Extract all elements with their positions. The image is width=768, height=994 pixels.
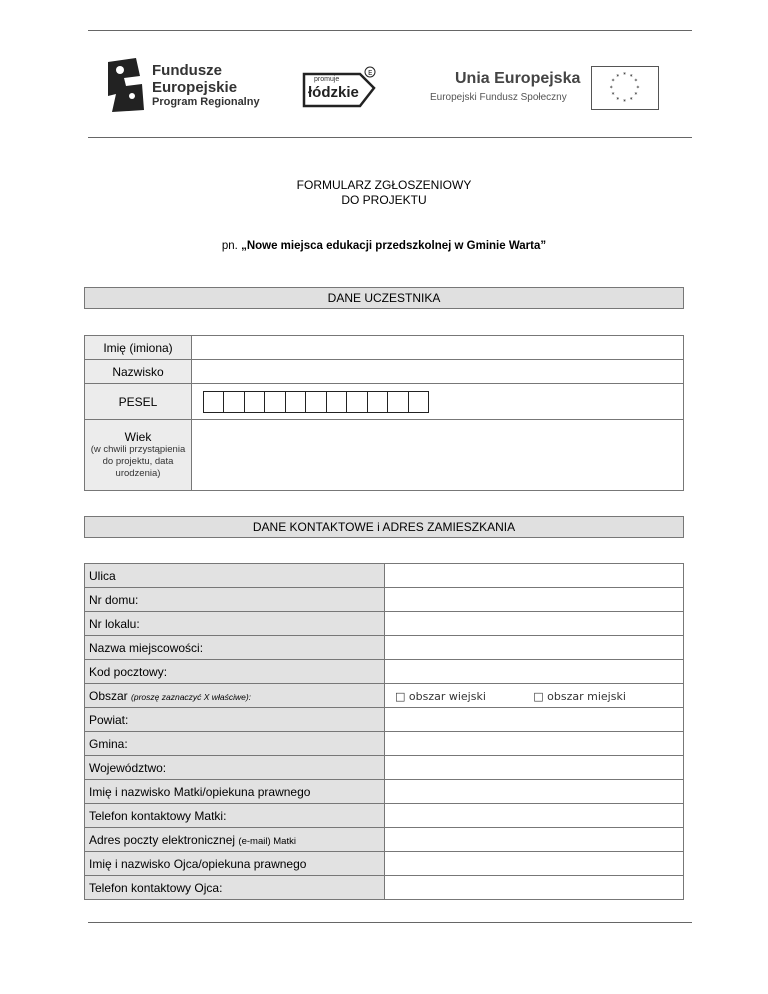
form-title-line2: DO PROJEKTU <box>341 193 427 207</box>
section-dane-uczestnika: DANE UCZESTNIKA <box>84 287 684 309</box>
fe-logo-line2: Europejskie <box>152 79 238 96</box>
svg-text:*: * <box>616 97 620 104</box>
project-prefix: pn. <box>221 240 242 252</box>
label-nr-lokalu: Nr lokalu: <box>85 612 385 636</box>
fe-logo-subtitle: Program Regionalny <box>152 96 260 108</box>
label-email-matki-note: (e-mail) Matki <box>238 835 296 847</box>
label-imie: Imię (imiona) <box>85 336 192 360</box>
participant-table <box>84 335 684 491</box>
section-dane-kontaktowe: DANE KONTAKTOWE i ADRES ZAMIESZKANIA <box>84 516 684 538</box>
input-ulica[interactable] <box>385 564 684 588</box>
input-wojewodztwo[interactable] <box>385 756 684 780</box>
svg-text:*: * <box>611 79 615 86</box>
label-gmina: Gmina: <box>85 732 385 756</box>
input-ojciec[interactable] <box>385 852 684 876</box>
label-ulica: Ulica <box>85 564 385 588</box>
input-email-matki[interactable] <box>385 828 684 852</box>
pesel-boxes[interactable] <box>203 391 429 413</box>
label-nazwisko: Nazwisko <box>85 360 192 384</box>
project-title: „Nowe miejsca edukacji przedszkolnej w Gminie Warta” <box>241 240 547 252</box>
label-ojciec: Imię i nazwisko Ojca/opiekuna prawnego <box>85 852 385 876</box>
label-pesel: PESEL <box>85 384 192 420</box>
checkbox-obszar-miejski[interactable]: □ obszar miejski <box>533 689 626 703</box>
svg-text:*: * <box>609 85 613 92</box>
svg-text:*: * <box>636 85 640 92</box>
svg-text:*: * <box>634 79 638 86</box>
label-obszar <box>85 684 385 708</box>
input-tel-matki[interactable] <box>385 804 684 828</box>
input-nr-lokalu[interactable] <box>385 612 684 636</box>
input-nazwisko[interactable] <box>192 360 684 384</box>
input-obszar <box>385 684 684 708</box>
label-wojewodztwo: Województwo: <box>85 756 385 780</box>
header-rule <box>88 137 692 138</box>
eu-flag-icon <box>591 66 659 110</box>
input-kod[interactable] <box>385 660 684 684</box>
project-name <box>0 240 768 252</box>
fe-logo-line1: Fundusze <box>152 62 222 79</box>
lodzkie-logo-text: łódzkie <box>308 84 359 101</box>
label-obszar-note: (proszę zaznaczyć X właściwe): <box>131 691 252 702</box>
label-email-matki <box>85 828 385 852</box>
fe-logo-text <box>152 62 237 96</box>
form-title-line1: FORMULARZ ZGŁOSZENIOWY <box>296 178 472 192</box>
input-matka[interactable] <box>385 780 684 804</box>
fundusze-europejskie-logo-icon <box>106 56 146 114</box>
svg-text:*: * <box>634 92 638 99</box>
svg-text:E: E <box>368 69 373 77</box>
input-imie[interactable] <box>192 336 684 360</box>
label-nr-domu: Nr domu: <box>85 588 385 612</box>
input-gmina[interactable] <box>385 732 684 756</box>
label-kod: Kod pocztowy: <box>85 660 385 684</box>
checkbox-obszar-wiejski[interactable]: □ obszar wiejski <box>395 689 486 703</box>
input-powiat[interactable] <box>385 708 684 732</box>
eu-logo-title: Unia Europejska <box>455 70 581 87</box>
lodzkie-logo-small: promuje <box>314 76 340 83</box>
input-pesel[interactable] <box>192 384 684 420</box>
contact-table <box>84 563 684 900</box>
svg-text:*: * <box>616 74 620 81</box>
label-wiek <box>85 420 192 491</box>
label-miejscowosc: Nazwa miejscowości: <box>85 636 385 660</box>
label-wiek-note: (w chwili przystąpienia do projektu, data urodzenia) <box>90 444 186 479</box>
svg-text:*: * <box>623 72 626 79</box>
input-miejscowosc[interactable] <box>385 636 684 660</box>
label-tel-matki: Telefon kontaktowy Matki: <box>85 804 385 828</box>
svg-text:*: * <box>629 74 633 81</box>
svg-text:*: * <box>623 99 626 106</box>
label-matka: Imię i nazwisko Matki/opiekuna prawnego <box>85 780 385 804</box>
label-wiek-text: Wiek <box>124 430 152 444</box>
label-obszar-text: Obszar <box>89 688 128 703</box>
svg-text:*: * <box>611 92 615 99</box>
input-wiek[interactable] <box>192 420 684 491</box>
bottom-rule <box>88 922 692 923</box>
label-tel-ojca: Telefon kontaktowy Ojca: <box>85 876 385 900</box>
input-nr-domu[interactable] <box>385 588 684 612</box>
label-powiat: Powiat: <box>85 708 385 732</box>
label-email-matki-text: Adres poczty elektronicznej <box>89 832 236 847</box>
input-tel-ojca[interactable] <box>385 876 684 900</box>
svg-text:*: * <box>629 97 633 104</box>
eu-logo-subtitle: Europejski Fundusz Społeczny <box>430 92 567 103</box>
top-rule <box>88 30 692 31</box>
